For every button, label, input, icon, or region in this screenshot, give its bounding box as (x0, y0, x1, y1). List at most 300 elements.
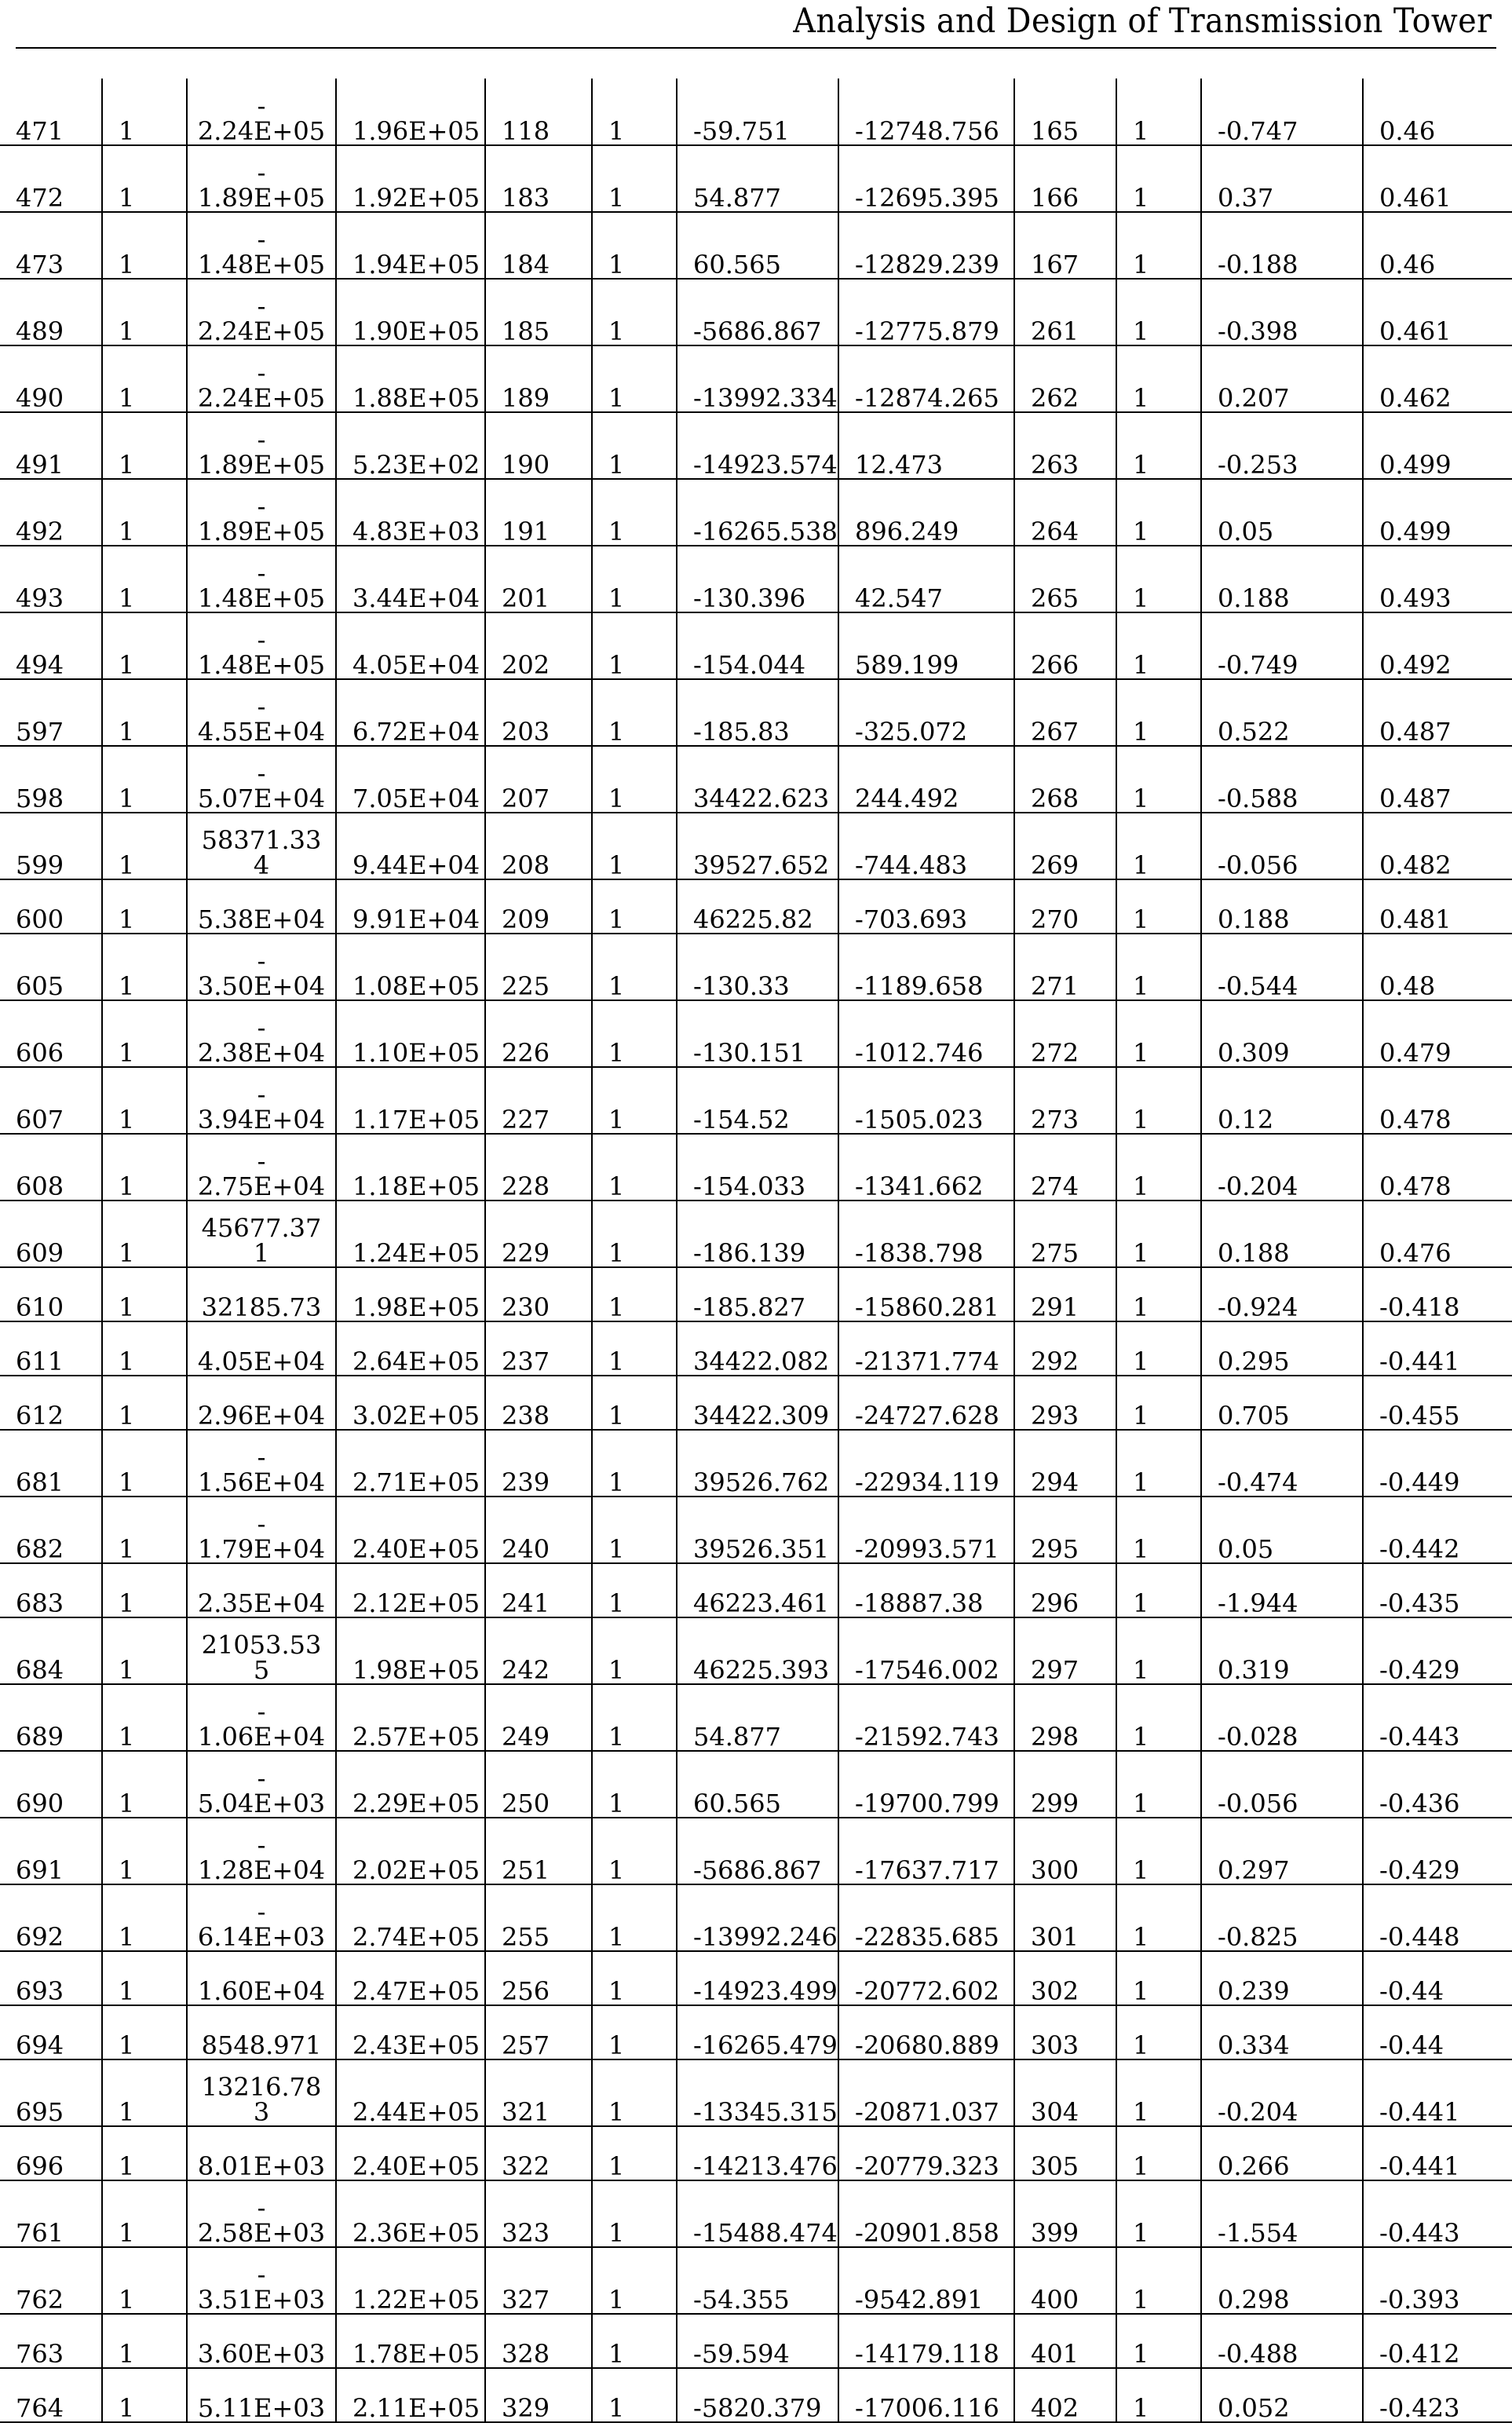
table-cell: 167 (1014, 212, 1116, 279)
table-cell: 184 (485, 212, 592, 279)
table-row (0, 612, 1512, 679)
table-cell-line: - (257, 1830, 266, 1860)
table-cell-line: - (257, 291, 266, 321)
table-cell-line: 5.07E+04 (197, 784, 326, 813)
table-cell: 1 (1116, 1684, 1201, 1751)
table-cell: 291 (1014, 1267, 1116, 1321)
table-cell: 327 (485, 2247, 592, 2314)
table-cell: -0.435 (1363, 1563, 1512, 1617)
table-cell: 190 (485, 412, 592, 479)
table-cell: 1 (1116, 1067, 1201, 1134)
table-cell: 34422.082 (677, 1321, 838, 1376)
table-cell: 693 (0, 1951, 102, 2005)
table-cell-line: - (257, 1442, 266, 1472)
table-cell-line: - (257, 946, 266, 976)
table-cell: -185.83 (677, 679, 838, 746)
table-cell: 237 (485, 1321, 592, 1376)
table-cell: -0.747 (1201, 79, 1363, 145)
table-cell: 46223.461 (677, 1563, 838, 1617)
table-cell: 608 (0, 1134, 102, 1201)
table-cell: 203 (485, 679, 592, 746)
table-cell: 1 (1116, 2005, 1201, 2059)
table-cell: 1 (102, 279, 187, 345)
table-cell: -0.204 (1201, 2059, 1363, 2126)
table-cell: 1 (592, 1617, 677, 1684)
table-cell: 328 (485, 2314, 592, 2368)
table-cell-line: 13216.78 (201, 2072, 322, 2102)
table-cell-line: 1.56E+04 (197, 1467, 326, 1497)
table-cell: 0.705 (1201, 1376, 1363, 1430)
table-cell: 0.297 (1201, 1818, 1363, 1884)
table-cell-line: 3.50E+04 (197, 971, 326, 1000)
table-row (0, 1376, 1512, 1430)
table-cell: 60.565 (677, 1751, 838, 1818)
table-cell (187, 1000, 336, 1067)
table-cell: 598 (0, 746, 102, 813)
table-cell-line: 1.48E+05 (197, 250, 326, 279)
table-cell: 1 (592, 679, 677, 746)
table-cell: 3.44E+04 (336, 546, 485, 612)
table-cell: 761 (0, 2180, 102, 2247)
table-cell: -0.056 (1201, 813, 1363, 879)
table-cell: -14179.118 (838, 2314, 1014, 2368)
table-cell: 0.052 (1201, 2368, 1363, 2422)
table-cell: 683 (0, 1563, 102, 1617)
table-cell: -14923.574 (677, 412, 838, 479)
table-cell: 1 (592, 1067, 677, 1134)
table-cell: 1 (102, 813, 187, 879)
table-cell: 42.547 (838, 546, 1014, 612)
table-cell: 0.334 (1201, 2005, 1363, 2059)
table-cell-line: - (257, 158, 266, 188)
table-cell-line: 3 (253, 2097, 270, 2126)
table-cell: 1 (1116, 1134, 1201, 1201)
table-cell: 492 (0, 479, 102, 546)
table-cell: 606 (0, 1000, 102, 1067)
table-cell: 1 (102, 1884, 187, 1951)
table-cell: 491 (0, 412, 102, 479)
table-cell: 612 (0, 1376, 102, 1430)
table-cell: 0.492 (1363, 612, 1512, 679)
table-cell: 2.40E+05 (336, 2126, 485, 2180)
table-cell: 244.492 (838, 746, 1014, 813)
table-cell (187, 1884, 336, 1951)
table-cell: 3.02E+05 (336, 1376, 485, 1430)
table-cell: -20772.602 (838, 1951, 1014, 2005)
table-cell: 1 (1116, 479, 1201, 546)
table-cell: 0.207 (1201, 345, 1363, 412)
table-cell: 1 (1116, 2180, 1201, 2247)
table-cell-line: 1.89E+05 (197, 517, 326, 546)
table-cell: -12829.239 (838, 212, 1014, 279)
table-cell: 295 (1014, 1497, 1116, 1563)
table-cell: 9.44E+04 (336, 813, 485, 879)
page-header-title: Analysis and Design of Transmission Tower (792, 2, 1492, 41)
table-cell: -20871.037 (838, 2059, 1014, 2126)
table-cell: 257 (485, 2005, 592, 2059)
table-cell: 1 (1116, 1951, 1201, 2005)
results-table (0, 79, 1512, 2423)
table-cell: 1 (1116, 2126, 1201, 2180)
table-cell: 54.877 (677, 1684, 838, 1751)
table-cell: -1.554 (1201, 2180, 1363, 2247)
table-cell: 275 (1014, 1201, 1116, 1267)
table-cell: 605 (0, 934, 102, 1000)
table-cell: 1.88E+05 (336, 345, 485, 412)
table-cell: 0.499 (1363, 479, 1512, 546)
table-cell: 1 (592, 2180, 677, 2247)
table-cell: 0.461 (1363, 145, 1512, 212)
table-cell: 1 (1116, 879, 1201, 934)
table-cell: 1.92E+05 (336, 145, 485, 212)
table-cell: -0.44 (1363, 1951, 1512, 2005)
table-cell: 1 (592, 612, 677, 679)
table-cell: 1 (102, 345, 187, 412)
table-cell: 2.29E+05 (336, 1751, 485, 1818)
table-cell: 39526.351 (677, 1497, 838, 1563)
table-cell: -59.751 (677, 79, 838, 145)
table-cell-line: - (257, 758, 266, 788)
table-cell: 264 (1014, 479, 1116, 546)
table-cell: 1 (1116, 1376, 1201, 1430)
table-cell: 1 (592, 1321, 677, 1376)
table-cell: 228 (485, 1134, 592, 1201)
table-cell (187, 1067, 336, 1134)
table-cell: 0.499 (1363, 412, 1512, 479)
table-cell-line: 1 (253, 1238, 270, 1267)
table-cell: 1 (1116, 79, 1201, 145)
table-cell (187, 1751, 336, 1818)
table-body (0, 79, 1512, 2422)
table-cell: 1 (592, 1563, 677, 1617)
table-cell: 1.98E+05 (336, 1617, 485, 1684)
table-cell: 1 (592, 2368, 677, 2422)
table-cell: 0.481 (1363, 879, 1512, 934)
table-cell: -0.544 (1201, 934, 1363, 1000)
table-row (0, 145, 1512, 212)
table-cell: 762 (0, 2247, 102, 2314)
table-cell: -14213.476 (677, 2126, 838, 2180)
table-cell: 201 (485, 546, 592, 612)
table-cell: -22934.119 (838, 1430, 1014, 1497)
table-cell: -130.151 (677, 1000, 838, 1067)
table-cell-line: 2.24E+05 (197, 116, 326, 145)
table-cell: 1 (1116, 1818, 1201, 1884)
table-cell: -12874.265 (838, 345, 1014, 412)
table-cell: -54.355 (677, 2247, 838, 2314)
table-cell: 399 (1014, 2180, 1116, 2247)
table-cell: -154.52 (677, 1067, 838, 1134)
table-cell: 1 (1116, 1321, 1201, 1376)
table-cell: 1.24E+05 (336, 1201, 485, 1267)
table-cell: -0.443 (1363, 2180, 1512, 2247)
table-cell-line: 1.28E+04 (197, 1855, 326, 1884)
table-cell: 1 (1116, 1430, 1201, 1497)
table-cell: 1 (1116, 679, 1201, 746)
table-cell: 34422.623 (677, 746, 838, 813)
table-cell (187, 612, 336, 679)
table-cell (187, 1430, 336, 1497)
table-cell: 1 (1116, 546, 1201, 612)
table-cell: 185 (485, 279, 592, 345)
table-cell: 691 (0, 1818, 102, 1884)
table-cell: -0.028 (1201, 1684, 1363, 1751)
table-cell: -20779.323 (838, 2126, 1014, 2180)
table-cell: -15860.281 (838, 1267, 1014, 1321)
table-cell: 1 (592, 746, 677, 813)
table-cell: 329 (485, 2368, 592, 2422)
table-cell: -5820.379 (677, 2368, 838, 2422)
table-cell: 1 (102, 479, 187, 546)
table-cell: 763 (0, 2314, 102, 2368)
table-cell: 1 (592, 2247, 677, 2314)
table-cell: 1 (592, 2126, 677, 2180)
table-cell-line: 1.89E+05 (197, 183, 326, 212)
table-cell: 1 (102, 1430, 187, 1497)
table-cell: 1 (592, 1376, 677, 1430)
table-cell: 166 (1014, 145, 1116, 212)
table-cell: 227 (485, 1067, 592, 1134)
table-cell: 267 (1014, 679, 1116, 746)
table-cell: 269 (1014, 813, 1116, 879)
table-cell: 610 (0, 1267, 102, 1321)
table-row (0, 1067, 1512, 1134)
table-cell: 2.12E+05 (336, 1563, 485, 1617)
table-row (0, 1497, 1512, 1563)
table-cell: 321 (485, 2059, 592, 2126)
table-cell: 2.35E+04 (187, 1563, 336, 1617)
table-cell: 1 (102, 2368, 187, 2422)
table-cell: 304 (1014, 2059, 1116, 2126)
table-cell: 0.522 (1201, 679, 1363, 746)
table-cell: 1 (592, 2059, 677, 2126)
table-cell-line: 1.89E+05 (197, 450, 326, 479)
table-row (0, 1134, 1512, 1201)
table-cell: -0.423 (1363, 2368, 1512, 2422)
table-cell: 191 (485, 479, 592, 546)
table-row (0, 2314, 1512, 2368)
table-cell: 494 (0, 612, 102, 679)
table-cell: 0.266 (1201, 2126, 1363, 2180)
table-cell: -12748.756 (838, 79, 1014, 145)
table-row (0, 1617, 1512, 1684)
table-cell: -14923.499 (677, 1951, 838, 2005)
table-cell: 696 (0, 2126, 102, 2180)
table-cell: -0.443 (1363, 1684, 1512, 1751)
table-cell: 896.249 (838, 479, 1014, 546)
table-cell: 1 (102, 1267, 187, 1321)
table-cell: 0.46 (1363, 212, 1512, 279)
table-cell-line: 3.94E+04 (197, 1105, 326, 1134)
table-row (0, 813, 1512, 879)
table-cell: 202 (485, 612, 592, 679)
table-cell: 242 (485, 1617, 592, 1684)
table-cell: 0.482 (1363, 813, 1512, 879)
table-cell: 1 (1116, 1884, 1201, 1951)
table-cell: -0.449 (1363, 1430, 1512, 1497)
table-cell: -17006.116 (838, 2368, 1014, 2422)
table-cell: 12.473 (838, 412, 1014, 479)
table-cell: -16265.538 (677, 479, 838, 546)
table-cell: 1 (102, 2314, 187, 2368)
table-cell: -12775.879 (838, 279, 1014, 345)
table-cell: 1 (102, 2180, 187, 2247)
table-cell: 1.10E+05 (336, 1000, 485, 1067)
table-cell: -18887.38 (838, 1563, 1014, 1617)
table-cell (187, 1684, 336, 1751)
table-row (0, 1818, 1512, 1884)
table-row (0, 2126, 1512, 2180)
table-cell-line: - (257, 2260, 266, 2290)
table-cell: -22835.685 (838, 1884, 1014, 1951)
table-cell (187, 479, 336, 546)
table-cell: 1 (102, 1751, 187, 1818)
table-cell: 1 (592, 212, 677, 279)
table-cell: -24727.628 (838, 1376, 1014, 1430)
table-cell: 241 (485, 1563, 592, 1617)
table-cell: -12695.395 (838, 145, 1014, 212)
table-cell: 1 (592, 1201, 677, 1267)
table-cell: 1 (592, 345, 677, 412)
table-row (0, 345, 1512, 412)
table-cell: 296 (1014, 1563, 1116, 1617)
table-cell: -0.441 (1363, 2059, 1512, 2126)
table-cell: 54.877 (677, 145, 838, 212)
table-cell: 256 (485, 1951, 592, 2005)
table-cell: 1 (592, 934, 677, 1000)
table-cell: 1 (592, 1267, 677, 1321)
table-row (0, 1751, 1512, 1818)
table-cell: 1 (592, 879, 677, 934)
table-cell-line: - (257, 692, 266, 722)
table-cell: 189 (485, 345, 592, 412)
table-cell: 298 (1014, 1684, 1116, 1751)
table-cell (187, 1201, 336, 1267)
table-cell: 5.11E+03 (187, 2368, 336, 2422)
table-cell: 0.487 (1363, 746, 1512, 813)
table-cell: 5.23E+02 (336, 412, 485, 479)
table-cell: 271 (1014, 934, 1116, 1000)
table-cell: -13992.246 (677, 1884, 838, 1951)
table-cell: 4.83E+03 (336, 479, 485, 546)
table-cell: 1 (592, 79, 677, 145)
table-cell: 1 (102, 1951, 187, 2005)
table-cell: 301 (1014, 1884, 1116, 1951)
table-cell: 695 (0, 2059, 102, 2126)
table-row (0, 479, 1512, 546)
table-cell: 272 (1014, 1000, 1116, 1067)
table-cell-line: 1.48E+05 (197, 650, 326, 679)
table-cell: 0.37 (1201, 145, 1363, 212)
table-cell: 1 (1116, 813, 1201, 879)
table-cell: 1 (102, 1201, 187, 1267)
table-cell-line: 5 (253, 1655, 270, 1684)
table-cell: 0.493 (1363, 546, 1512, 612)
table-cell-line: 2.75E+04 (197, 1171, 326, 1201)
table-cell: 0.309 (1201, 1000, 1363, 1067)
table-cell: 490 (0, 345, 102, 412)
table-cell: 1 (1116, 1751, 1201, 1818)
table-cell: 489 (0, 279, 102, 345)
table-cell: -130.396 (677, 546, 838, 612)
table-cell: 2.44E+05 (336, 2059, 485, 2126)
table-cell: 294 (1014, 1430, 1116, 1497)
table-cell: 1 (102, 1684, 187, 1751)
table-cell: -5686.867 (677, 1818, 838, 1884)
table-cell: 2.47E+05 (336, 1951, 485, 2005)
table-cell: 400 (1014, 2247, 1116, 2314)
table-cell: 322 (485, 2126, 592, 2180)
table-cell: 1 (102, 1497, 187, 1563)
table-cell: 1 (102, 546, 187, 612)
table-cell: 2.11E+05 (336, 2368, 485, 2422)
table-cell: 600 (0, 879, 102, 934)
table-row (0, 1684, 1512, 1751)
table-cell: -17546.002 (838, 1617, 1014, 1684)
table-cell: 401 (1014, 2314, 1116, 2368)
table-cell: 1 (1116, 2368, 1201, 2422)
table-cell: 607 (0, 1067, 102, 1134)
table-cell: 1 (592, 1684, 677, 1751)
table-cell: 251 (485, 1818, 592, 1884)
table-cell: 229 (485, 1201, 592, 1267)
table-cell: 250 (485, 1751, 592, 1818)
table-cell (187, 1617, 336, 1684)
table-cell-line: 1.79E+04 (197, 1534, 326, 1563)
table-cell: 0.239 (1201, 1951, 1363, 2005)
table-cell: 0.05 (1201, 479, 1363, 546)
table-cell: -0.204 (1201, 1134, 1363, 1201)
table-cell-line: 6.14E+03 (197, 1922, 326, 1951)
table-cell: -21371.774 (838, 1321, 1014, 1376)
table-cell-line: - (257, 1897, 266, 1927)
table-cell: -0.448 (1363, 1884, 1512, 1951)
table-cell: 274 (1014, 1134, 1116, 1201)
table-cell: 694 (0, 2005, 102, 2059)
table-cell: 1 (1116, 612, 1201, 679)
table-cell: 262 (1014, 345, 1116, 412)
table-cell: 1.17E+05 (336, 1067, 485, 1134)
table-cell-line: 2.24E+05 (197, 383, 326, 412)
table-row (0, 1563, 1512, 1617)
table-cell: -0.825 (1201, 1884, 1363, 1951)
table-cell: 0.05 (1201, 1497, 1363, 1563)
table-cell: 2.74E+05 (336, 1884, 485, 1951)
table-cell: 1.08E+05 (336, 934, 485, 1000)
table-cell: -16265.479 (677, 2005, 838, 2059)
table-cell: 0.295 (1201, 1321, 1363, 1376)
table-cell: 1 (102, 79, 187, 145)
table-cell: -15488.474 (677, 2180, 838, 2247)
table-cell: 1 (592, 1430, 677, 1497)
table-cell: -0.056 (1201, 1751, 1363, 1818)
table-cell: 5.38E+04 (187, 879, 336, 934)
table-cell-line: 4.55E+04 (197, 717, 326, 746)
table-cell-line: - (257, 625, 266, 655)
table-cell: 764 (0, 2368, 102, 2422)
table-cell: 265 (1014, 546, 1116, 612)
table-cell: 472 (0, 145, 102, 212)
table-cell: 1 (1116, 934, 1201, 1000)
table-cell: 1 (102, 1067, 187, 1134)
table-row (0, 2180, 1512, 2247)
table-cell: -0.44 (1363, 2005, 1512, 2059)
table-cell: 1 (102, 679, 187, 746)
table-cell: 589.199 (838, 612, 1014, 679)
table-cell: 0.462 (1363, 345, 1512, 412)
table-cell: 209 (485, 879, 592, 934)
table-cell: 9.91E+04 (336, 879, 485, 934)
